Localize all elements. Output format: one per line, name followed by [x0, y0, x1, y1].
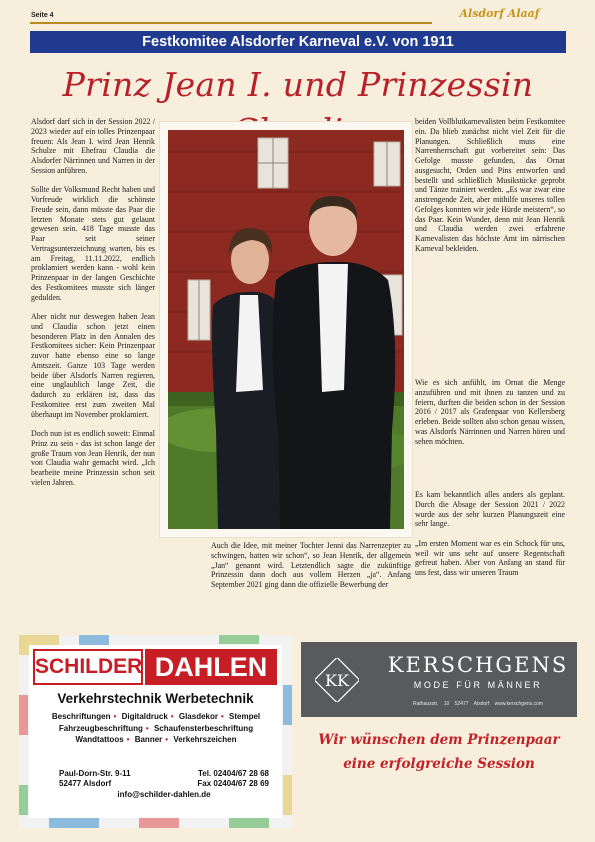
- services-row: [31, 723, 281, 735]
- logo-text-left: SCHILDER: [33, 649, 143, 685]
- paragraph: Alsdorf darf sich in der Session 2022 / 2023 wieder auf ein tolles Prinzenpaar freuen: Als Jean I. wird Jean Henrik Schulze mit Ehefrau Claudia die Alsdorfer Närrinnen und Narren in der Session anführen.: [31, 117, 155, 175]
- services-row: [31, 711, 281, 723]
- paragraph: Aber nicht nur deswegen haben Jean und Claudia schon jetzt einen besonderen Platz in den Annalen des Festkomitees sicher: Kein Prinzenpaar zuvor hatte ebenso eine so lange Amtszeit. Ganze 103 Tage werden beide über Alsdorfs Narren regieren, eine unglaublich lange Zeit, die dadurch zu erklären ist, dass das Festkomitee erst zum zweiten Mal überhaupt im November proklamiert.: [31, 312, 155, 419]
- article-column-1: [31, 117, 155, 627]
- service-item: Fahrzeugbeschriftung: [58, 723, 143, 733]
- greeting-line: Wir wünschen dem Prinzenpaar: [318, 732, 560, 748]
- page-header: [0, 0, 595, 26]
- bullet-icon: •: [170, 712, 174, 721]
- paragraph: Sollte der Volksmund Recht haben und Vorfreude wirklich die schönste Freude sein, dann müsste das Paar die letzten Monate stets gut gelaunt gewesen sein. 418 Tage musste das Paar seit seiner Vertragsunterzeichnung warten, bis es am Freitag, 11.11.2022, endlich proklamiert werden kann - wohl kein Prinzenpaar in der langen Geschichte des Festkomitees musste sich länger gedulden.: [31, 185, 155, 302]
- store-subtitle: MODE FÜR MÄNNER: [413, 680, 543, 690]
- bullet-icon: •: [126, 735, 130, 744]
- service-item: Stempel: [229, 712, 261, 721]
- service-item: Digitaldruck: [121, 712, 168, 721]
- logo-text-right: DAHLEN: [145, 649, 277, 685]
- street-address: Paul-Dorn-Str. 9-11: [59, 769, 131, 778]
- paragraph: Doch nun ist es endlich soweit: Einmal Prinz zu sein - das ist schon lange der große Traum von Jean Henrik, der nun von Claudia wahr gemacht wird. „Ich bearbeite meine Prinzessin schon seit vielen Jahren.: [31, 429, 155, 487]
- paragraph: Es kam bekanntlich alles anders als geplant. Durch die Absage der Session 2021 / 2022 wurde aus der sehr kurzen Planungszeit eine sehr lange.: [415, 490, 565, 529]
- monogram-text: KK: [325, 671, 349, 690]
- article-column-3-lower: [415, 378, 565, 456]
- greeting-message: [301, 728, 577, 776]
- contact-row: [59, 769, 269, 779]
- service-item: Banner: [134, 735, 163, 744]
- bullet-icon: •: [220, 712, 224, 721]
- ad-card: [29, 645, 282, 818]
- page-number: Seite 4: [31, 12, 54, 19]
- services-row: [31, 734, 281, 746]
- service-item: Beschriftungen: [51, 712, 111, 721]
- fax-number: Fax 02404/67 28 69: [197, 779, 269, 788]
- couple-photo: [168, 130, 404, 529]
- schilder-dahlen-logo: [33, 649, 277, 685]
- service-item: Verkehrszeichen: [173, 735, 237, 744]
- kerschgens-ad[interactable]: [301, 642, 577, 717]
- paragraph: beiden Vollblutkarnevalisten beim Festkomitee ein. Da blieb zunächst nicht viel Zeit für die Planungen. Schließlich muss eine Narrenherrschaft gut vorbereitet sein: Das Gefolge musste gefunden, das Ornat ausgesucht, Orden und Pins entworfen und bestellt und schließlich Musikstücke geprobt und Tänze trainiert werden. „Es war zwar eine anstrengende Zeit, aber mithilfe unseres tollen Gefolges konnten wir jede Hürde meistern“, so das Paar. Kein Wunder, denn mit Jean Henrik und Claudia werden zwei erfahrene Karnevalisten das höchste Amt im närrischen Karneval bekleiden.: [415, 117, 565, 253]
- schilder-dahlen-ad[interactable]: [19, 635, 292, 828]
- contact-block: [59, 769, 269, 800]
- city-address: 52477 Alsdorf: [59, 779, 112, 788]
- bullet-icon: •: [145, 723, 149, 733]
- service-item: Schaufensterbeschriftung: [153, 723, 254, 733]
- paragraph: „Im ersten Moment war es ein Schock für uns, weil wir uns sehr auf unsere Regentschaft gefreut haben. Aber von Anfang an stand für uns fest, dass wir unseren Traum: [415, 538, 565, 577]
- paragraph: Auch die Idee, mit meiner Tochter Jenni das Narrenzepter zu schwingen, hatten wir schon“, so Jean Henrik, der allgemein „Jan“ genannt wird. Letztendlich sagte die zukünftige Prinzessin dann doch aus vollem Herzen „ja“. Anfang September 2021 ging dann die offizielle Bewerbung der: [211, 541, 411, 589]
- article-column-2: [211, 541, 411, 627]
- services-list: [31, 711, 281, 746]
- service-item: Wandtattoos: [75, 735, 124, 744]
- article-headline: Prinz Jean I. und Prinzessin: [62, 65, 534, 104]
- service-item: Glasdekor: [178, 712, 218, 721]
- header-slogan: Alsdorf Alaaf: [432, 7, 567, 24]
- section-banner: Festkomitee Alsdorfer Karneval e.V. von 1911: [30, 31, 566, 53]
- store-address: Rathausstr. 10 52477 Alsdorf www.kerschgens.com: [413, 701, 543, 707]
- store-name: KERSCHGENS: [387, 653, 569, 677]
- kerschgens-monogram-icon: [315, 658, 359, 702]
- article-column-3-end: [415, 490, 565, 588]
- phone-number: Tel. 02404/67 28 68: [197, 769, 269, 778]
- photo-frame: [160, 122, 412, 537]
- paragraph: Wie es sich anfühlt, im Ornat die Menge anzuführen und mit ihnen zu tanzen und zu feiern, durften die beiden schon in der Session 2016 / 2017 als Grafenpaar von Kellersberg erleben. Beide sollten also schon genau wissen, was Alsdorfs Närrinnen und Narren hören und sehen möchten.: [415, 378, 565, 446]
- greeting-line: eine erfolgreiche Session: [343, 756, 535, 772]
- bullet-icon: •: [165, 735, 169, 744]
- ad-tagline: Verkehrstechnik Werbetechnik: [57, 691, 254, 706]
- photo-illustration: [168, 130, 404, 529]
- email-link[interactable]: info@schilder-dahlen.de: [117, 790, 211, 799]
- bullet-icon: •: [113, 712, 117, 721]
- contact-row: [59, 779, 269, 789]
